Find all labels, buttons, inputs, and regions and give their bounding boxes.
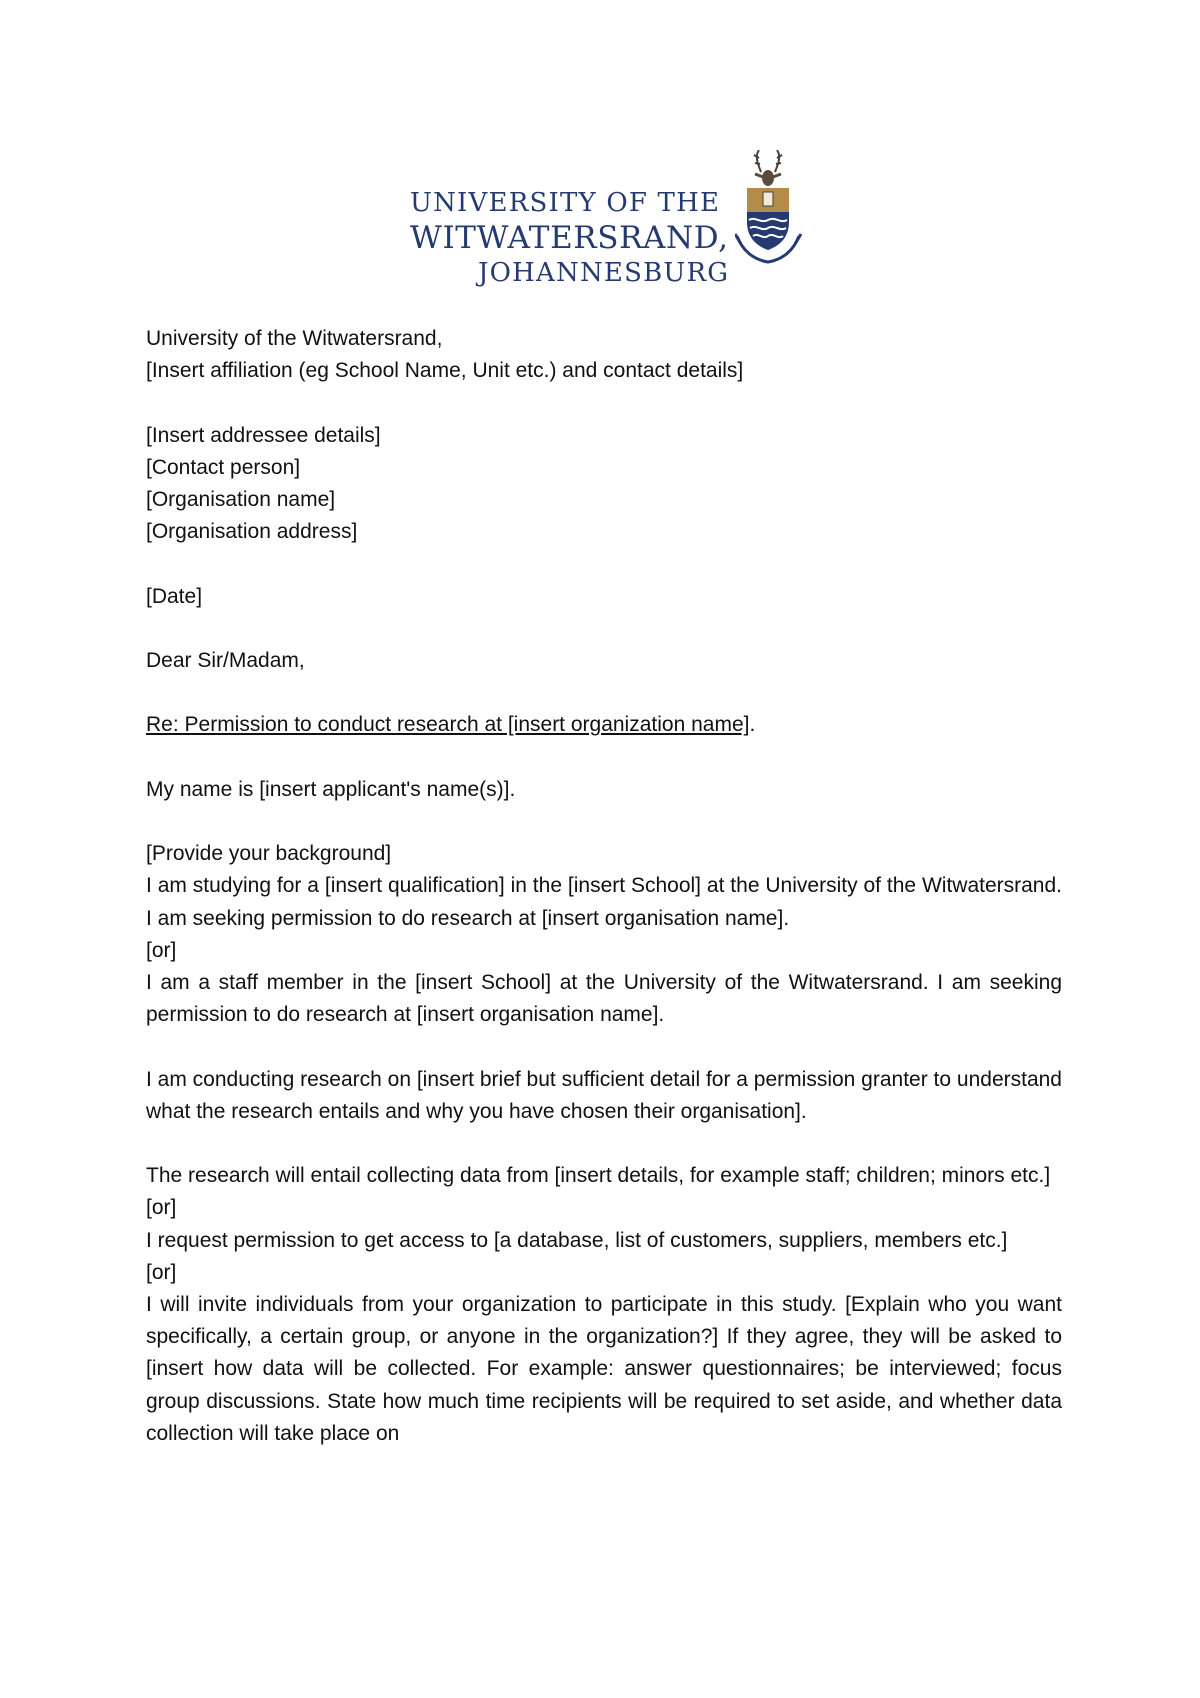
background-heading: [Provide your background] — [146, 842, 392, 866]
letter-date: [Date] — [146, 584, 203, 608]
sender-line: University of the Witwatersrand, — [146, 327, 443, 350]
background-student: I am studying for a [insert qualification] in the [insert School] at the University of the Witwatersrand. I am seeking permission to do research at [insert organisation name]. — [146, 874, 1062, 930]
subject-period: . — [749, 713, 756, 737]
subject-line — [146, 709, 1062, 741]
background-staff: I am a staff member in the [insert School] at the University of the Witwatersrand. I am seeking permission to do research at [insert organisation name]. — [146, 970, 1062, 1027]
organisation-address: [Organisation address] — [146, 520, 358, 544]
data-collection-or-1: [or] — [146, 1196, 177, 1220]
logo-line-johannesburg: JOHANNESBURG — [478, 258, 730, 288]
sender-affiliation: [Insert affiliation (eg School Name, Unit etc.) and contact details] — [146, 359, 744, 383]
data-collection-option-3: I will invite individuals from your organization to participate in this study. [Explain who you want specifically, a certain group, or anyone in the organization?] If they agree, they will be asked to [insert how data will be collected. For example: answer questionnaires; be interviewed; focus group discussions. State how much time recipients will be required to set aside, and whether data collection will take place on — [146, 1292, 1062, 1445]
logo-line-witwatersrand: WITWATERSRAND, — [410, 220, 729, 256]
research-paragraph: I am conducting research on [insert brief but sufficient detail for a permission granter to understand what the research entails and why you have chosen their organisation]. — [146, 1067, 1062, 1123]
logo-line-university: UNIVERSITY OF THE — [410, 188, 721, 218]
background-or: [or] — [146, 938, 177, 962]
subject-text: Re: Permission to conduct research at [insert organization name] — [146, 713, 750, 737]
letter-body — [146, 323, 1062, 1450]
data-collection-option-2: I request permission to get access to [a database, list of customers, suppliers, members etc.] — [146, 1228, 1008, 1252]
addressee-details: [Insert addressee details] — [146, 423, 381, 447]
organisation-name: [Organisation name] — [146, 488, 336, 511]
salutation: Dear Sir/Madam, — [146, 648, 305, 672]
intro-paragraph: My name is [insert applicant's name(s)]. — [146, 777, 516, 801]
data-collection-option-1: The research will entail collecting data from [insert details, for example staff; children; minors etc.] — [146, 1164, 1051, 1188]
crest-icon — [735, 150, 805, 270]
contact-person: [Contact person] — [146, 455, 301, 479]
university-logo — [410, 150, 800, 290]
data-collection-or-2: [or] — [146, 1260, 177, 1284]
